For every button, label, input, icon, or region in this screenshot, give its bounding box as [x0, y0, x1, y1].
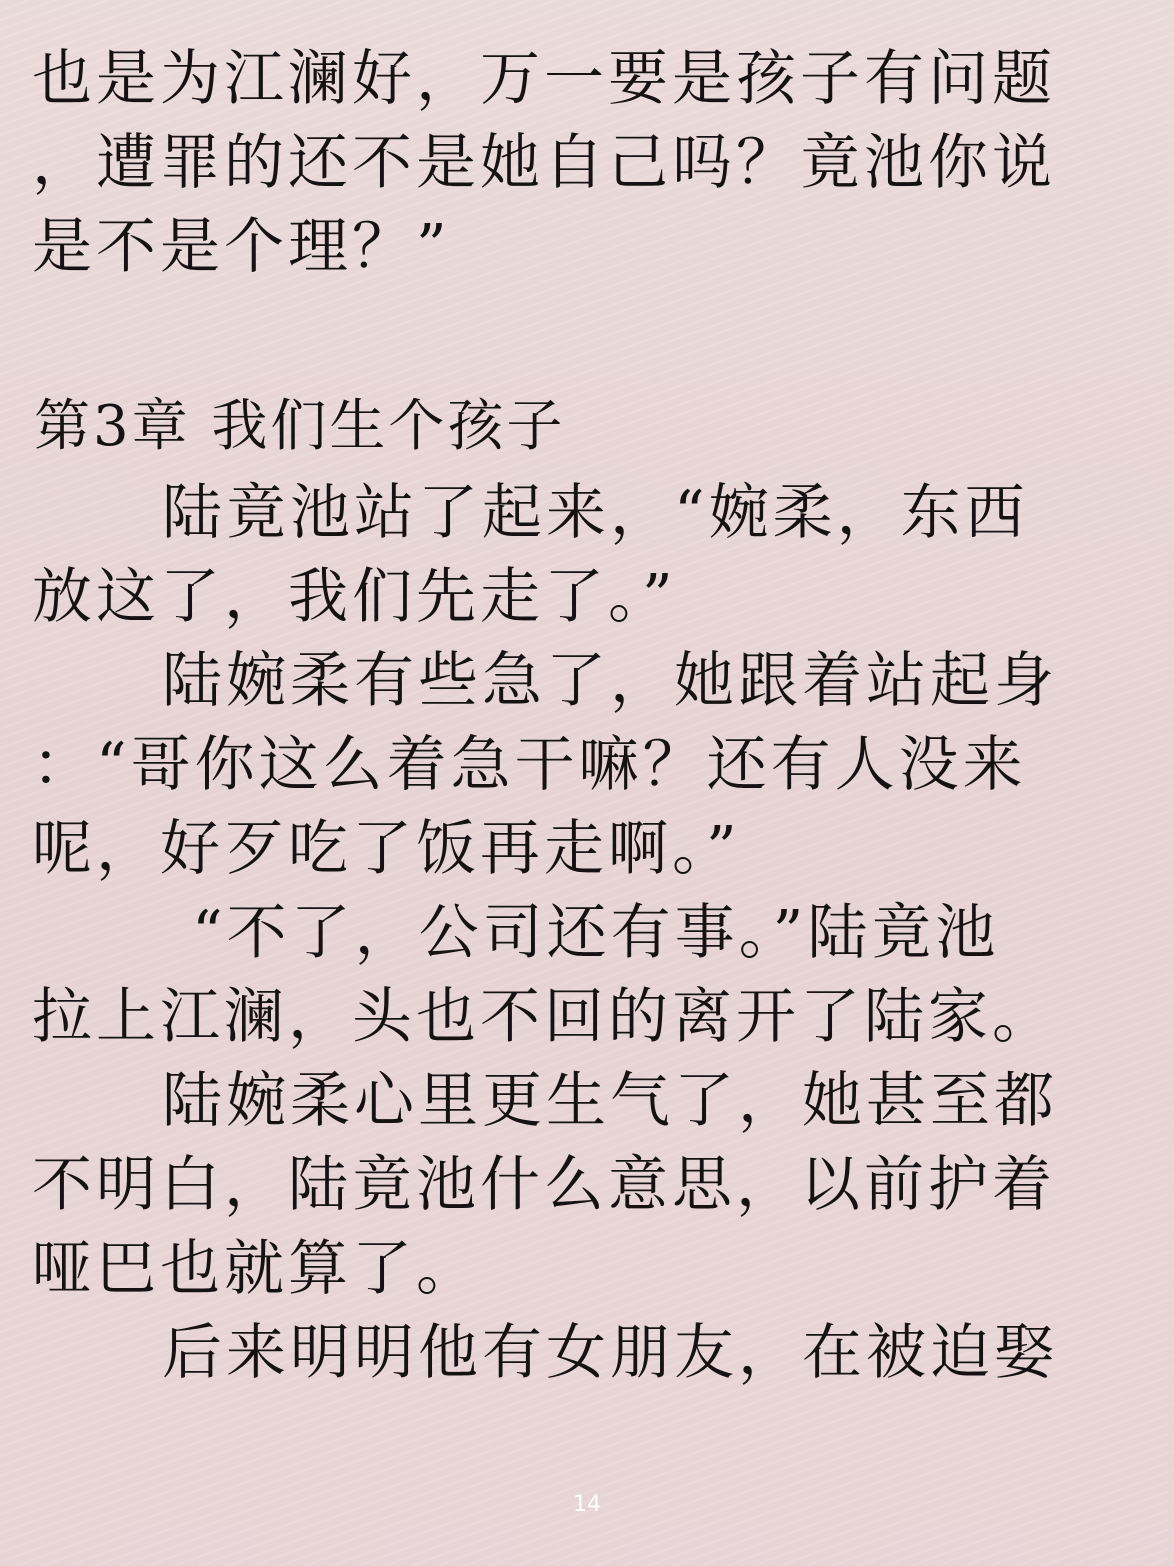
text-line: ，遭罪的还不是她自己吗？竟池你说: [32, 128, 1056, 198]
text-line: 放这了，我们先走了。”: [32, 562, 677, 632]
chapter-title: 第3章 我们生个孩子: [34, 394, 566, 459]
text-line: 呢，好歹吃了饭再走啊。”: [32, 814, 741, 884]
text-line: 陆竟池站了起来，“婉柔，东西: [162, 478, 1029, 548]
text-line: 后来明明他有女朋友，在被迫娶: [162, 1318, 1058, 1388]
text-line: 不明白，陆竟池什么意思，以前护着: [32, 1150, 1056, 1220]
text-line: 陆婉柔心里更生气了，她甚至都: [162, 1066, 1058, 1136]
text-line: 也是为江澜好，万一要是孩子有问题: [32, 44, 1056, 114]
text-line: 陆婉柔有些急了，她跟着站起身: [162, 646, 1058, 716]
text-line: “不了，公司还有事。”陆竟池: [192, 898, 1000, 968]
page-number: 14: [573, 1492, 601, 1517]
text-line: 拉上江澜，头也不回的离开了陆家。: [32, 982, 1056, 1052]
text-line: ：“哥你这么着急干嘛？还有人没来: [32, 730, 1027, 800]
text-line: 是不是个理？”: [32, 212, 451, 282]
text-line: 哑巴也就算了。: [32, 1234, 480, 1304]
